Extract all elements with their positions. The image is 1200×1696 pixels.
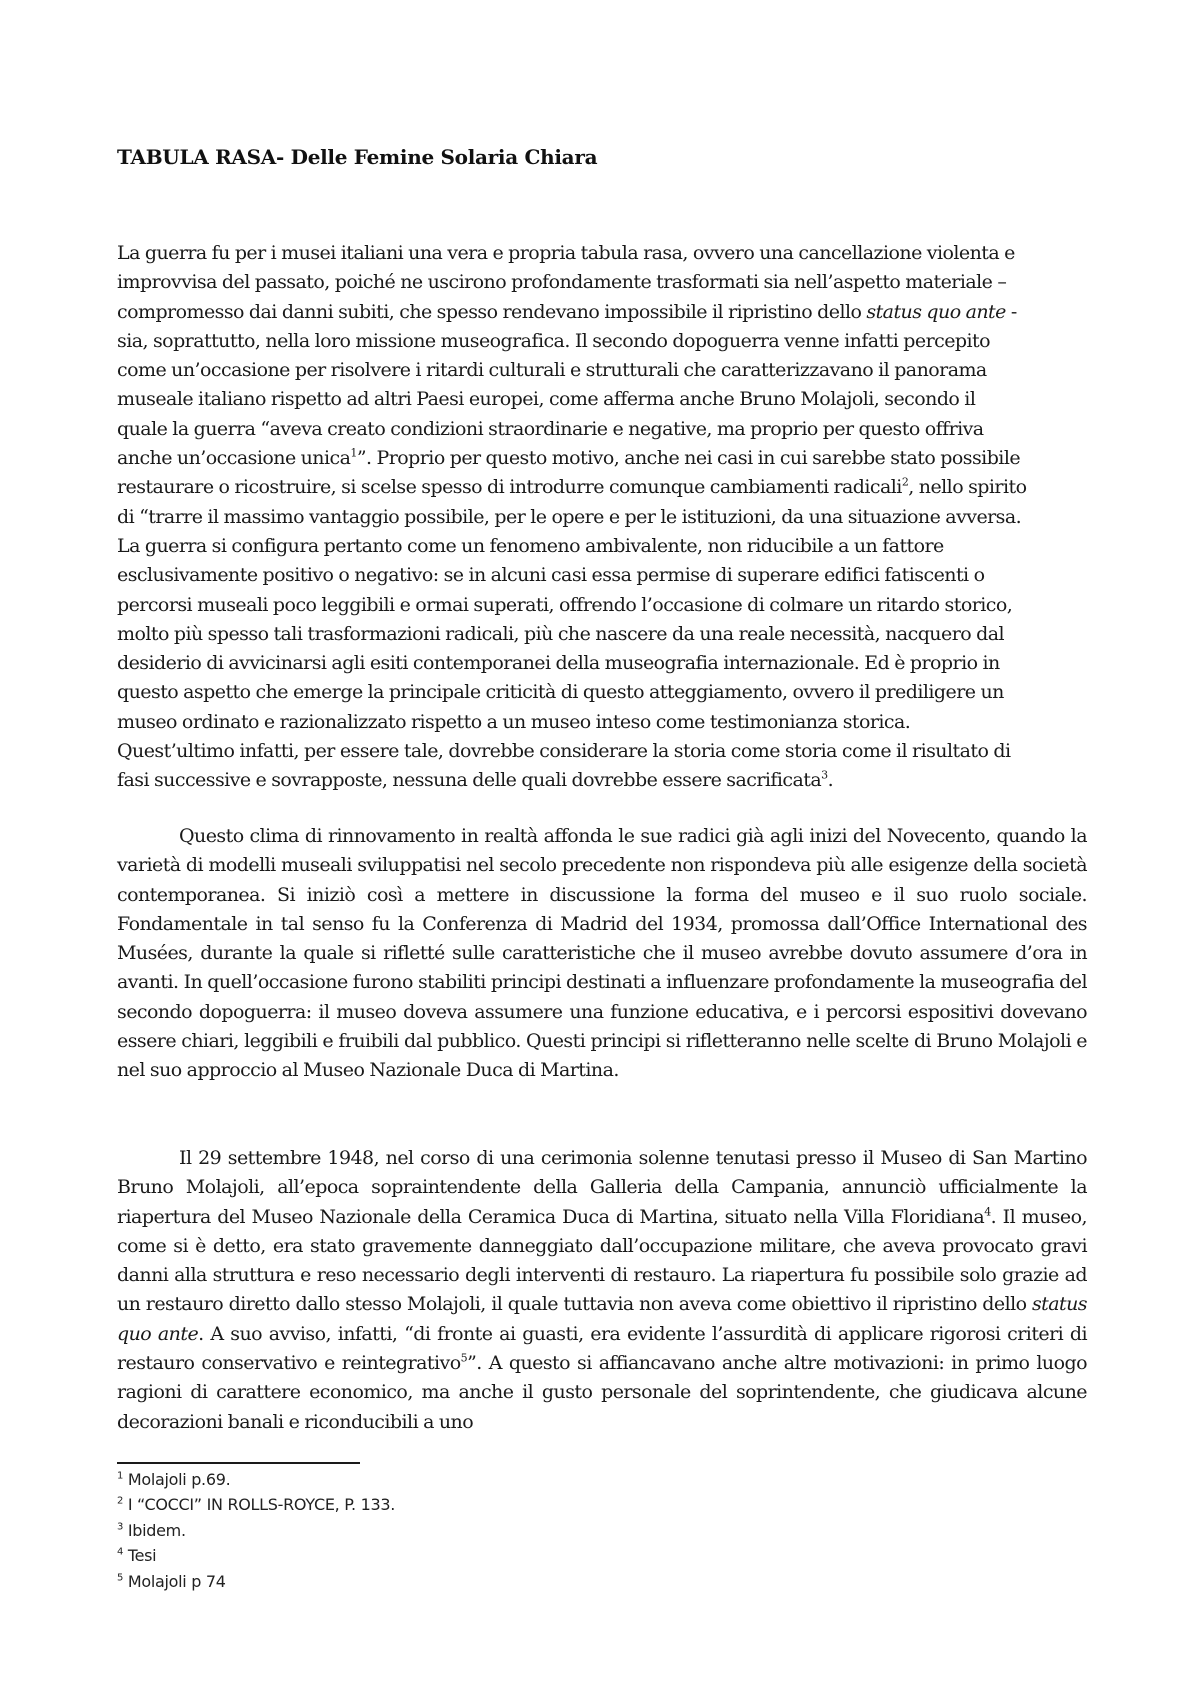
footnote-number: 5	[117, 1572, 124, 1584]
footnote-number: 3	[117, 1521, 124, 1533]
text-span: ”. A questo si affiancavano anche altre motivazioni: in primo luogo ragioni di carattere economico, ma anche il gusto personale del soprintendente, che giudicava alcune decorazioni banali e riconducibili a uno	[117, 1352, 1087, 1433]
footnote-number: 4	[117, 1546, 124, 1558]
text-line: questo aspetto che emerge la principale criticità di questo atteggiamento, ovvero il prediligere un	[117, 681, 1004, 704]
footnote-ref-1[interactable]: 1	[350, 446, 357, 460]
paragraph-1	[117, 239, 1087, 796]
text-line: esclusivamente positivo o negativo: se in alcuni casi essa permise di superare edifici fatiscenti o	[117, 564, 985, 587]
text-line: La guerra si configura pertanto come un fenomeno ambivalente, non riducibile a un fattore	[117, 534, 944, 557]
text-span: . A suo avviso, infatti, “di fronte ai guasti, era evidente l’assurdità di applicare rigorosi criteri di restauro conservativo e reintegrativo	[117, 1322, 1088, 1375]
text-span: ”. Proprio per questo motivo, anche nei casi in cui sarebbe stato possibile	[356, 447, 1021, 470]
footnote-1	[117, 1467, 395, 1492]
text-span: .	[827, 769, 834, 792]
footnote-3	[117, 1518, 395, 1543]
footnote-number: 1	[117, 1470, 124, 1482]
italic-phrase: status quo ante	[866, 300, 1006, 323]
footnote-5	[117, 1569, 395, 1594]
text-line	[117, 298, 1087, 327]
footnote-2	[117, 1492, 395, 1517]
text-span: restaurare o ricostruire, si scelse spesso di introdurre comunque cambiamenti radicali	[117, 476, 902, 499]
text-span: , nello spirito	[908, 476, 1027, 499]
footnote-text: Tesi	[123, 1546, 157, 1566]
text-line: sia, soprattutto, nella loro missione museografica. Il secondo dopoguerra venne infatti percepito	[117, 329, 991, 352]
text-line	[117, 473, 1087, 502]
text-line: percorsi museali poco leggibili e ormai superati, offrendo l’occasione di colmare un ritardo storico,	[117, 593, 1013, 616]
paragraph-3	[117, 1144, 1087, 1437]
footnotes	[117, 1467, 395, 1594]
footnote-ref-2[interactable]: 2	[901, 476, 909, 490]
text-line	[117, 766, 1087, 795]
text-line: quale la guerra “aveva creato condizioni straordinarie e negative, ma proprio per questo offriva	[117, 417, 984, 440]
italic-phrase: status quo ante	[117, 1293, 1087, 1345]
footnote-ref-5[interactable]: 5	[460, 1351, 468, 1365]
text-line: museo ordinato e razionalizzato rispetto a un museo inteso come testimonianza storica.	[117, 710, 911, 733]
footnote-number: 2	[117, 1496, 124, 1508]
text-line: Quest’ultimo infatti, per essere tale, dovrebbe considerare la storia come storia come il risultato di	[117, 740, 1011, 763]
text-line: desiderio di avvicinarsi agli esiti contemporanei della museografia internazionale. Ed è proprio in	[117, 652, 1000, 675]
document-title: TABULA RASA- Delle Femine Solaria Chiara	[117, 145, 598, 169]
text-span: -	[1005, 300, 1017, 323]
text-line: come un’occasione per risolvere i ritardi culturali e strutturali che caratterizzavano il panorama	[117, 359, 987, 382]
footnote-text: Molajoli p.69.	[123, 1470, 231, 1489]
text-span: fasi successive e sovrapposte, nessuna delle quali dovrebbe essere sacrificata	[117, 769, 822, 792]
text-span: Il 29 settembre 1948, nel corso di una cerimonia solenne tenutasi presso il Museo di San Martino Bruno Molajoli, all’epoca sopraintendente della Galleria della Campania, annunciò ufficialmente la riapertura del Museo Nazionale della Ceramica Duca di Martina, situato nella Villa Floridiana	[117, 1147, 1087, 1228]
footnote-ref-4[interactable]: 4	[984, 1205, 991, 1219]
text-line: La guerra fu per i musei italiani una vera e propria tabula rasa, ovvero una cancellazione violenta e	[117, 242, 1015, 264]
footnote-text: I “COCCI” IN ROLLS-ROYCE, P. 133.	[123, 1495, 396, 1515]
text-line: molto più spesso tali trasformazioni radicali, più che nascere da una reale necessità, nacquero dal	[117, 622, 1005, 645]
text-span: . Il museo, come si è detto, era stato gravemente danneggiato dall’occupazione militare, che aveva provocato gravi danni alla struttura e reso necessario degli interventi di restauro. La riapertura fu possibile solo grazie ad un restauro diretto dallo stesso Molajoli, il quale tuttavia non aveva come obiettivo il ripristino dello	[117, 1205, 1087, 1316]
text-line: di “trarre il massimo vantaggio possibile, per le opere e per le istituzioni, da una situazione avversa.	[117, 505, 1022, 528]
paragraph-2: Questo clima di rinnovamento in realtà affonda le sue radici già agli inizi del Novecento, quando la varietà di modelli museali sviluppatisi nel secolo precedente non rispondeva più alle esigenze della società contemporanea. Si iniziò così a mettere in discussione la forma del museo e il suo ruolo sociale. Fondamentale in tal senso fu la Conferenza di Madrid del 1934, promossa dall’Office International des Musées, durante la quale si rifletté sulle caratteristiche che il museo avrebbe dovuto assumere d’ora in avanti. In quell’occasione furono stabiliti principi destinati a influenzare profondamente la museografia del secondo dopoguerra: il museo doveva assumere una funzione educativa, e i percorsi espositivi dovevano essere chiari, leggibili e fruibili dal pubblico. Questi principi si rifletteranno nelle scelte di Bruno Molajoli e nel suo approccio al Museo Nazionale Duca di Martina.	[117, 825, 1087, 1082]
footnote-ref-3[interactable]: 3	[821, 769, 828, 783]
text-line: museale italiano rispetto ad altri Paesi europei, come afferma anche Bruno Molajoli, secondo il	[117, 388, 976, 411]
text-span: anche un’occasione unica	[117, 447, 351, 470]
text-span: compromesso dai danni subiti, che spesso rendevano impossibile il ripristino dello	[117, 300, 867, 323]
footnote-text: Molajoli p 74	[123, 1571, 226, 1591]
footnote-text: Ibidem.	[123, 1520, 186, 1540]
footnote-separator	[117, 1462, 360, 1464]
text-line	[117, 444, 1087, 473]
footnote-4	[117, 1543, 395, 1568]
text-line: improvvisa del passato, poiché ne uscirono profondamente trasformati sia nell’aspetto materiale –	[117, 271, 1007, 294]
